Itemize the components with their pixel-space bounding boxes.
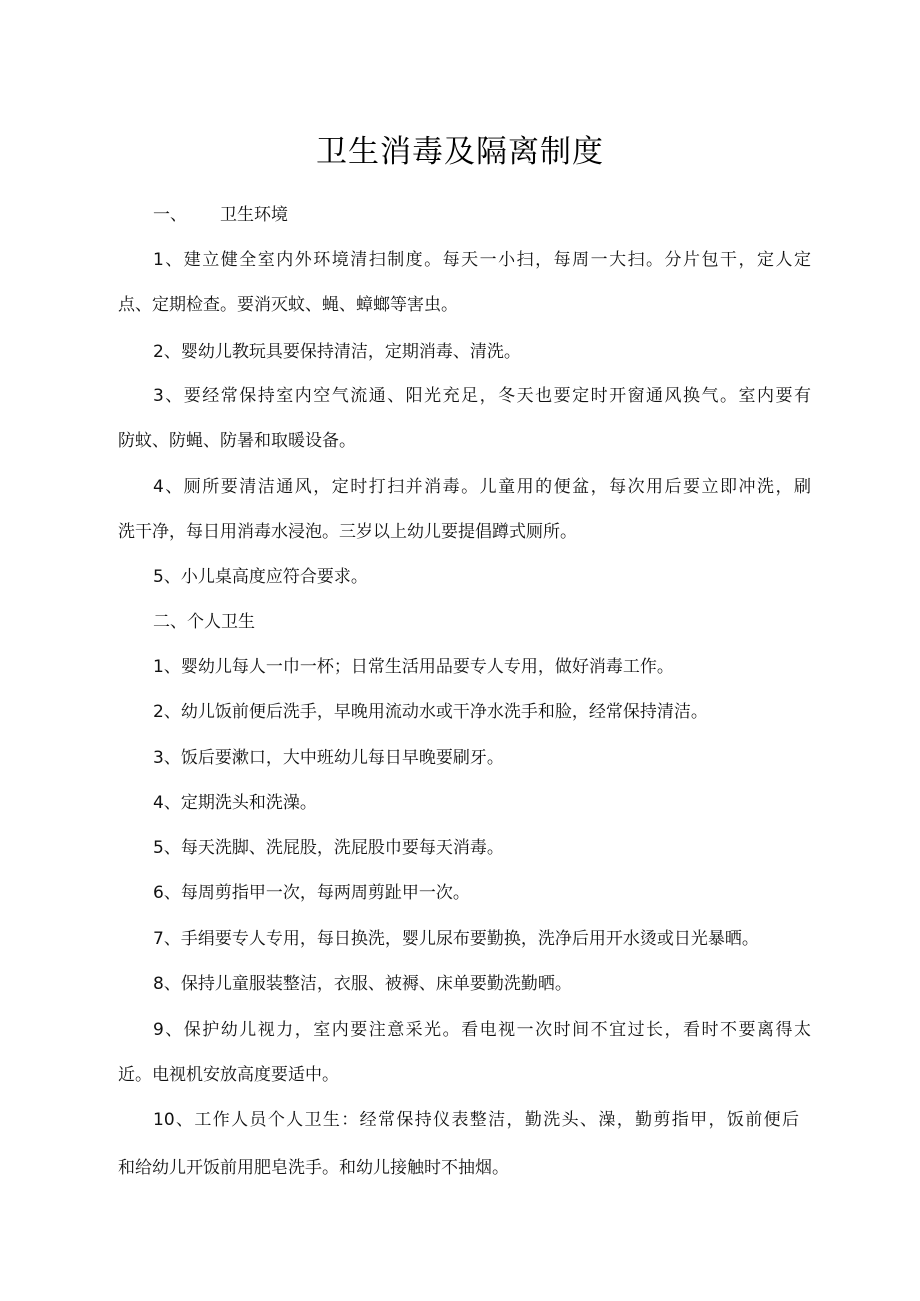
list-item-line: 3、饭后要漱口，大中班幼儿每日早晚要刷牙。 <box>153 748 504 768</box>
section-heading-2: 二、个人卫生 <box>153 612 255 632</box>
list-item-line: 10、工作人员个人卫生：经常保持仪表整洁，勤洗头、澡，勤剪指甲，饭前便后 <box>153 1110 799 1130</box>
list-item-line: 点、定期检查。要消灭蚊、蝇、蟑螂等害虫。 <box>118 295 458 315</box>
list-item-line: 洗干净，每日用消毒水浸泡。三岁以上幼儿要提倡蹲式厕所。 <box>118 522 577 542</box>
list-item-line: 7、手绢要专人专用，每日换洗，婴儿尿布要勤换，洗净后用开水烫或日光暴晒。 <box>153 929 759 949</box>
list-item-line: 6、每周剪指甲一次，每两周剪趾甲一次。 <box>153 883 470 903</box>
list-item-line: 8、保持儿童服装整洁，衣服、被褥、床单要勤洗勤晒。 <box>153 974 572 994</box>
list-item-line: 1、建立健全室内外环境清扫制度。每天一小扫，每周一大扫。分片包干，定人定 <box>153 250 811 270</box>
list-item-line: 近。电视机安放高度要适中。 <box>118 1065 339 1085</box>
list-item-line: 2、幼儿饭前便后洗手，早晚用流动水或干净水洗手和脸，经常保持清洁。 <box>153 702 708 722</box>
list-item-line: 2、婴幼儿教玩具要保持清洁，定期消毒、清洗。 <box>153 342 521 362</box>
list-item-line: 5、小儿桌高度应符合要求。 <box>153 567 368 587</box>
list-item-line: 4、厕所要清洁通风，定时打扫并消毒。儿童用的便盆，每次用后要立即冲洗，刷 <box>153 477 811 497</box>
list-item-line: 9、保护幼儿视力，室内要注意采光。看电视一次时间不宜过长，看时不要离得太 <box>153 1020 811 1040</box>
section-title: 卫生环境 <box>220 205 288 225</box>
list-item-line: 防蚊、防蝇、防暑和取暖设备。 <box>118 431 356 451</box>
list-item-line: 1、婴幼儿每人一巾一杯；日常生活用品要专人专用，做好消毒工作。 <box>153 657 674 677</box>
section-number: 一、 <box>153 205 187 225</box>
list-item-line: 5、每天洗脚、洗屁股，洗屁股巾要每天消毒。 <box>153 838 504 858</box>
list-item-line: 3、要经常保持室内空气流通、阳光充足，冬天也要定时开窗通风换气。室内要有 <box>153 386 811 406</box>
page-title: 卫生消毒及隔离制度 <box>316 134 604 170</box>
list-item-line: 和给幼儿开饭前用肥皂洗手。和幼儿接触时不抽烟。 <box>118 1158 509 1178</box>
list-item-line: 4、定期洗头和洗澡。 <box>153 793 317 813</box>
